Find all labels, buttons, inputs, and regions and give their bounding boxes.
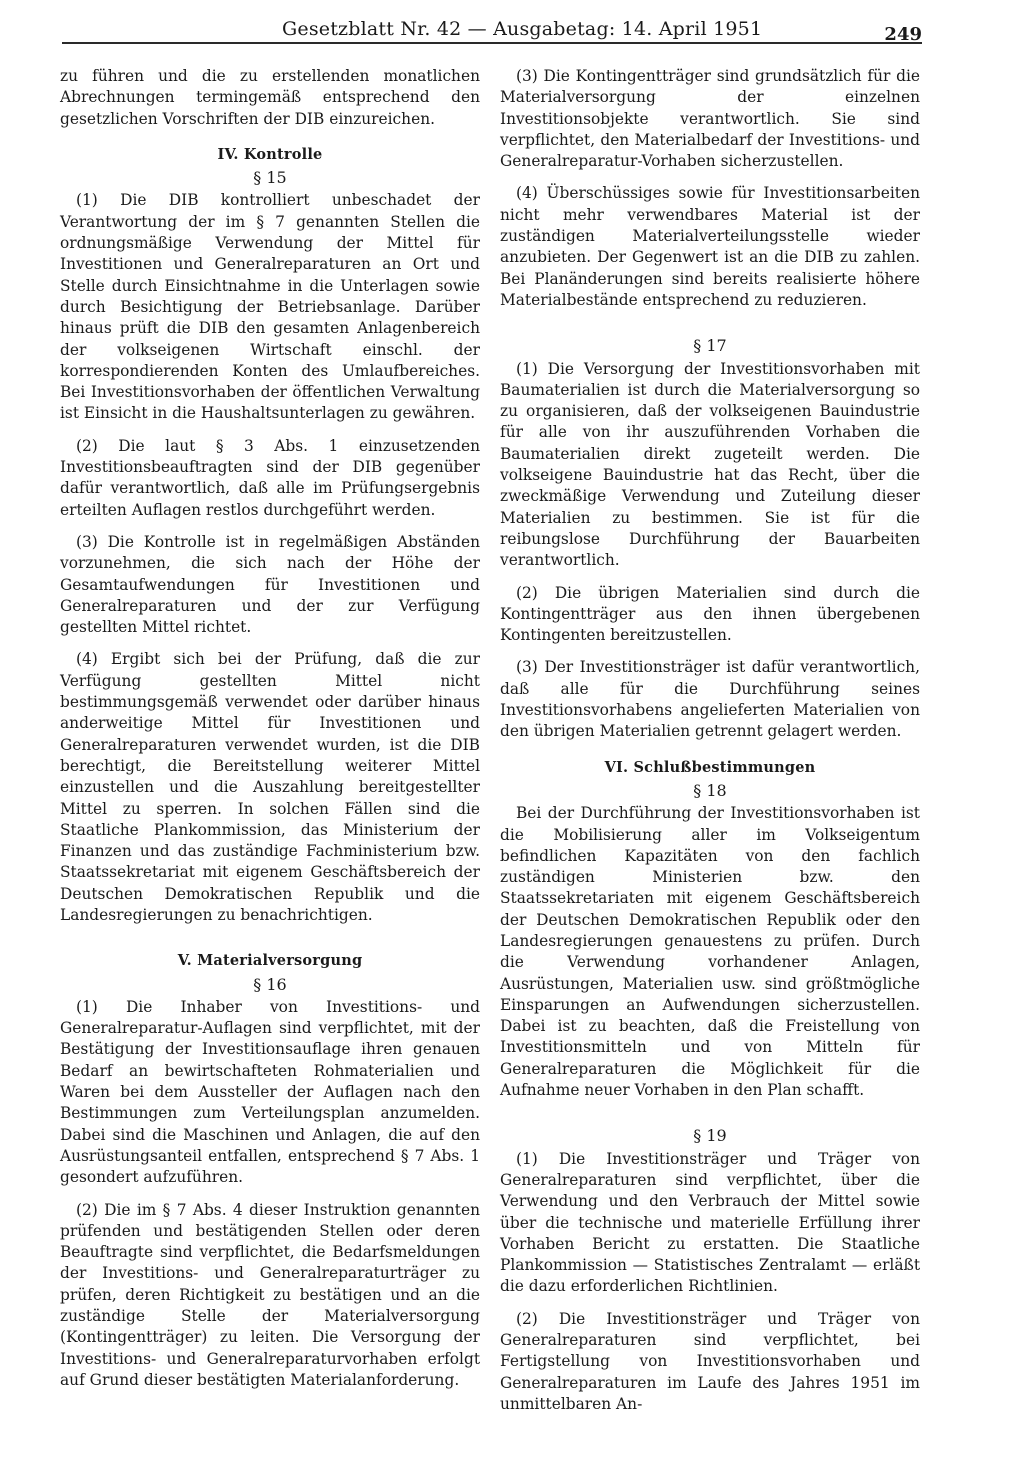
paragraph-number-17: § 17 <box>693 336 727 356</box>
paragraph-18: Bei der Durchführung der Investitionsvorhaben ist die Mobilisierung aller im Volkseigentum befindlichen Kapazitäten von den fachlich zuständigen Ministerien bzw. den Staatssekretariaten mit eigenem Geschäftsbereich der Deutschen Demokratischen Republik oder den Landesregierungen genauestens zu prüfen. Durch die Verwendung vorhandener Anlagen, Ausrüstungen, Materialien usw. sind größtmögliche Einsparungen an Aufwendungen sicherzustellen. Dabei ist zu beachten, daß die Freistellung von Investitionsmitteln und von Mitteln für Generalreparaturen die Möglichkeit für die Aufnahme neuer Vorhaben in den Plan schafft. <box>500 804 920 1100</box>
section-heading-kontrolle: IV. Kontrolle <box>217 145 323 163</box>
right-column <box>500 66 920 1426</box>
paragraph-16-3: (3) Die Kontingentträger sind grundsätzlich für die Materialversorgung der einzelnen Investitionsobjekte verantwortlich. Sie sind verpflichtet, den Materialbedarf der Investitions- und Generalreparatur-Vorhaben sicherzustellen. <box>500 67 920 171</box>
section-heading-materialversorgung: V. Materialversorgung <box>177 952 363 970</box>
header-rule <box>62 42 922 44</box>
paragraph-16-1: (1) Die Inhaber von Investitions- und Generalreparatur-Auflagen sind verpflichtet, mit der Bestätigung der Investitionsauflage ihren genauen Bedarf an bewirtschafteten Rohmaterialien und Waren bei dem Aussteller der Auflagen nach den Bestimmungen zum Verteilungsplan anzumelden. Dabei sind die Maschinen und Anlagen, die auf den Ausrüstungsanteil entfallen, entsprechend § 7 Abs. 1 gesondert aufzuführen. <box>60 997 480 1187</box>
paragraph-number-18: § 18 <box>693 780 727 800</box>
page-header <box>62 10 922 44</box>
paragraph-number-15: § 15 <box>253 168 287 188</box>
section-heading-schlussbestimmungen: VI. Schlußbestimmungen <box>604 758 816 776</box>
paragraph-number-19: § 19 <box>693 1126 727 1146</box>
page-number: 249 <box>884 24 922 45</box>
paragraph-17-2: (2) Die übrigen Materialien sind durch die Kontingentträger aus den ihnen übergebenen Kontingenten bereitzustellen. <box>500 583 920 645</box>
paragraph-16-4: (4) Überschüssiges sowie für Investitionsarbeiten nicht mehr verwendbares Material ist der zuständigen Materialverteilungsstelle wieder anzubieten. Der Gegenwert ist an die DIB zu zahlen. Bei Planänderungen sind bereits realisierte höhere Materialbestände entsprechend zu reduzieren. <box>500 184 920 309</box>
paragraph-16-2: (2) Die im § 7 Abs. 4 dieser Instruktion genannten prüfenden und bestätigenden Stellen oder deren Beauftragte sind verpflichtet, die Bedarfsmeldungen der Investitions- und Generalreparaturträger zu prüfen, deren Richtigkeit zu bestätigen und an die zuständige Stelle der Materialversorgung (Kontingentträger) zu leiten. Die Versorgung der Investitions- und Generalreparaturvorhaben erfolgt auf Grund dieser bestätigten Materialanforderung. <box>60 1200 480 1389</box>
paragraph-19-1: (1) Die Investitionsträger und Träger von Generalreparaturen sind verpflichtet, über die Verwendung und den Verbrauch der Mittel sowie über die technische und materielle Erfüllung ihrer Vorhaben Bericht zu erstatten. Die Staatliche Plankommission — Statistisches Zentralamt — erläßt die dazu erforderlichen Richtlinien. <box>500 1149 920 1296</box>
paragraph-15-3: (3) Die Kontrolle ist in regelmäßigen Abständen vorzunehmen, die sich nach der Höhe der Gesamtaufwendungen für Investitionen und Generalreparaturen und der zur Verfügung gestellten Mittel richtet. <box>60 532 480 637</box>
paragraph-19-2: (2) Die Investitionsträger und Träger von Generalreparaturen sind verpflichtet, bei Fertigstellung von Investitionsvorhaben und Generalreparaturen im Laufe des Jahres 1951 im unmittelbaren An- <box>500 1309 920 1413</box>
left-column <box>60 66 480 1402</box>
paragraph-number-16: § 16 <box>253 974 287 994</box>
gazette-title: Gesetzblatt Nr. 42 — Ausgabetag: 14. April 1951 <box>282 18 763 40</box>
paragraph-17-1: (1) Die Versorgung der Investitionsvorhaben mit Baumaterialien ist durch die Materialversorgung so zu organisieren, daß der volkseigenen Bauindustrie für alle von ihr auszuführenden Vorhaben die Baumaterialien direkt zugeteilt werden. Die volkseigene Bauindustrie hat das Recht, über die zweckmäßige Verwendung und Zuteilung dieser Materialien zu bestimmen. Sie ist für die reibungslose Durchführung der Bauarbeiten verantwortlich. <box>500 359 920 570</box>
paragraph-15-4: (4) Ergibt sich bei der Prüfung, daß die zur Verfügung gestellten Mittel nicht bestimmungsgemäß verwendet oder darüber hinaus anderweitige Mittel für Investitionen und Generalreparaturen verwendet wurden, ist die DIB berechtigt, die Bereitstellung weiterer Mittel einzustellen und die Auszahlung bereitgestellter Mittel zu sperren. In solchen Fällen sind die Staatliche Plankommission, das Ministerium der Finanzen und das zuständige Fachministerium bzw. Staatssekretariat mit eigenem Geschäftsbereich der Deutschen Demokratischen Republik und die Landesregierungen zu benachrichtigen. <box>60 650 480 924</box>
paragraph-17-3: (3) Der Investitionsträger ist dafür verantwortlich, daß alle für die Durchführung seines Investitionsvorhabens angelieferten Materialien von den übrigen Materialien getrennt gelagert werden. <box>500 658 920 741</box>
paragraph-15-1: (1) Die DIB kontrolliert unbeschadet der Verantwortung der im § 7 genannten Stellen die ordnungsmäßige Verwendung der Mittel für Investitionen und Generalreparaturen an Ort und Stelle durch Einsichtnahme in die Unterlagen sowie durch Besichtigung der Betriebsanlage. Darüber hinaus prüft die DIB den gesamten Anlagenbereich der volkseigenen Wirtschaft einschl. der korrespondierenden Konten des Umlaufbereiches. Bei Investitionsvorhaben der öffentlichen Verwaltung ist Einsicht in die Haushaltsunterlagen zu gewähren. <box>60 191 480 423</box>
paragraph-continuation: zu führen und die zu erstellenden monatlichen Abrechnungen termingemäß entsprechend den gesetzlichen Vorschriften der DIB einzureichen. <box>60 67 480 128</box>
paragraph-15-2: (2) Die laut § 3 Abs. 1 einzusetzenden Investitionsbeauftragten sind der DIB gegenüber dafür verantwortlich, daß alle im Prüfungsergebnis erteilten Auflagen restlos durchgeführt werden. <box>60 436 480 519</box>
